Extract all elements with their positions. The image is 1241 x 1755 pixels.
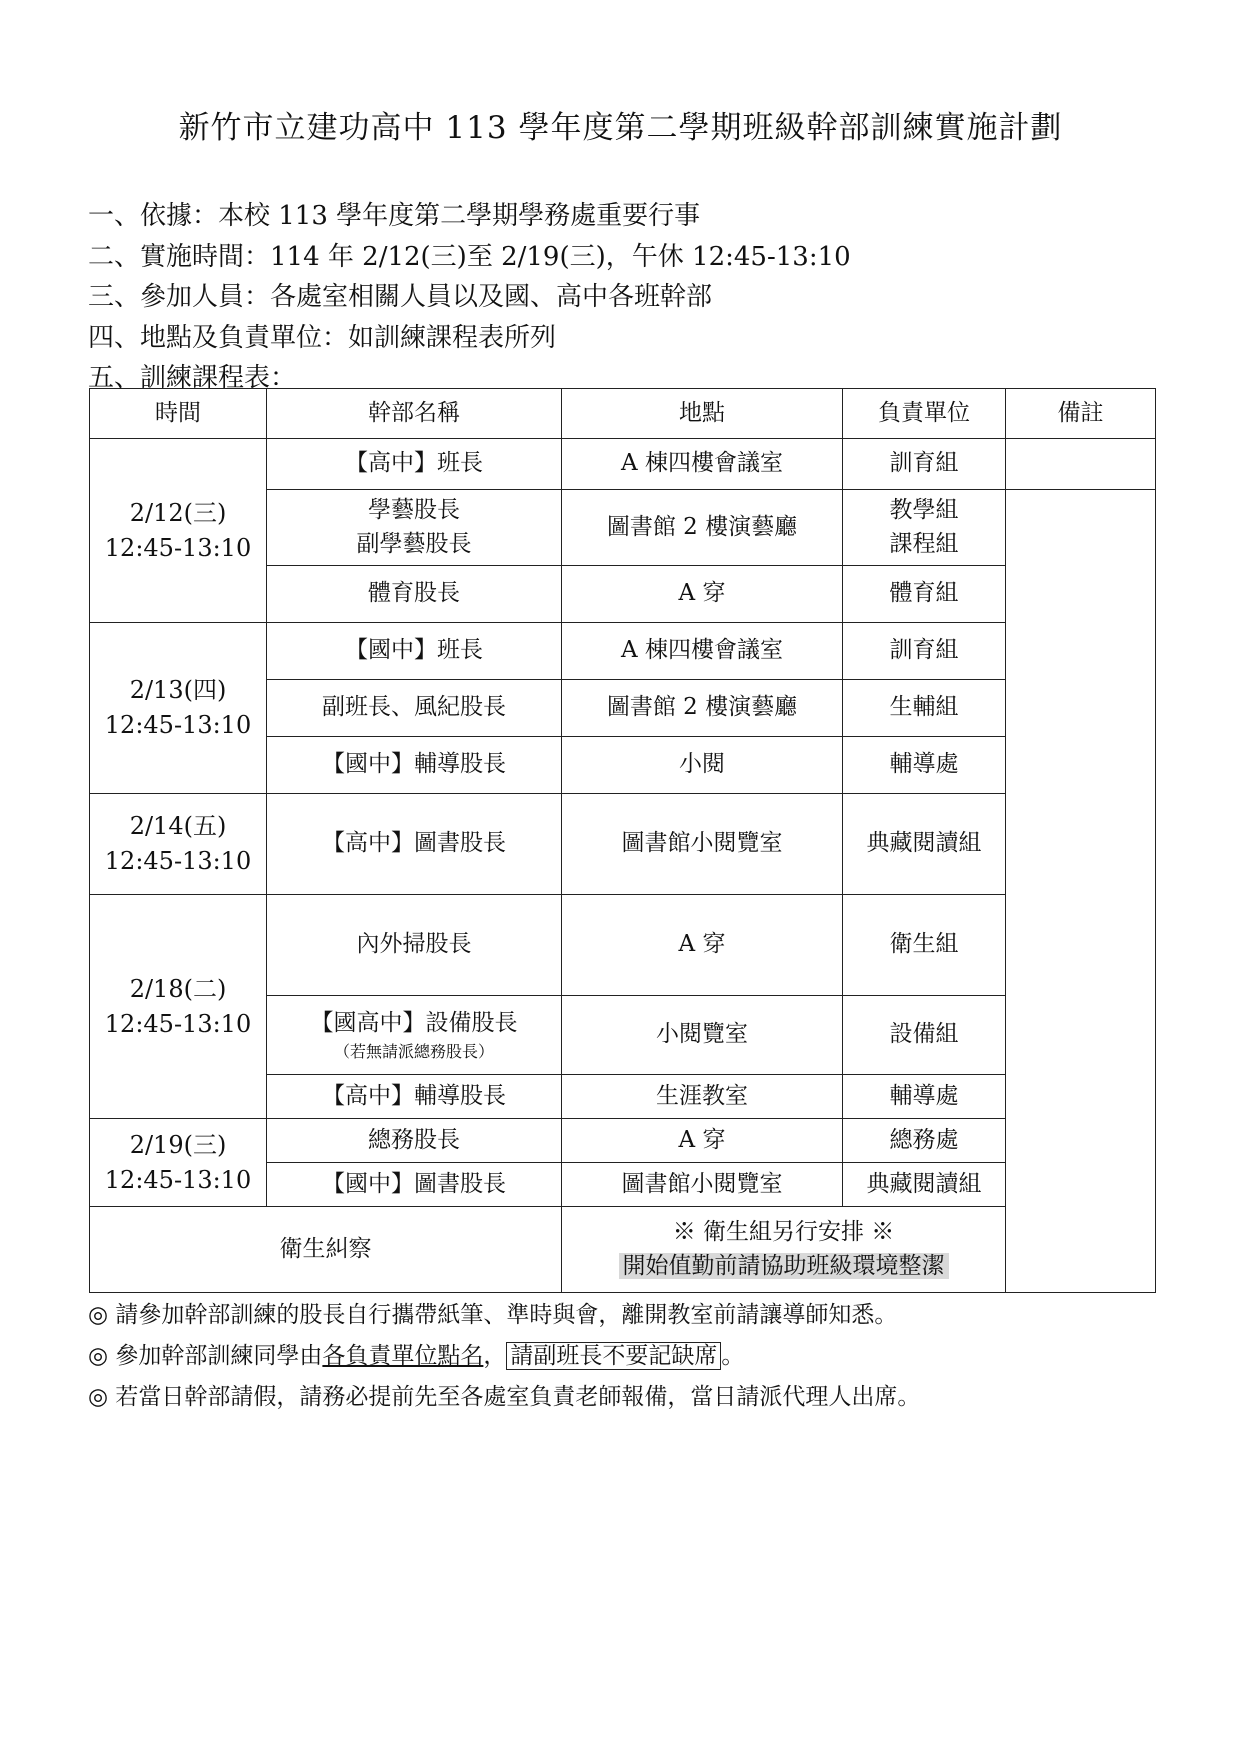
remarks-cell [1006,439,1156,490]
place-cell: 圖書館 2 樓演藝廳 [562,680,843,737]
date-cell: 2/19(三) 12:45-13:10 [90,1119,267,1207]
place-cell: 圖書館 2 樓演藝廳 [562,490,843,566]
role-cell: 內外掃股長 [267,895,562,996]
unit-cell: 教學組 課程組 [843,490,1006,566]
item-participants: 三、參加人員：各處室相關人員以及國、高中各班幹部 [88,282,713,312]
header-unit: 負責單位 [843,389,1006,439]
role-cell: 總務股長 [267,1119,562,1163]
notes [88,1295,920,1418]
role-cell: 【高中】圖書股長 [267,794,562,895]
table-row [90,895,1156,996]
unit-cell: 訓育組 [843,439,1006,490]
unit-cell: 體育組 [843,566,1006,623]
note-roll-call: ◎ 參加幹部訓練同學由各負責單位點名， 請副班長不要記缺席 。 [88,1343,745,1369]
role-cell: 體育股長 [267,566,562,623]
unit-cell: 典藏閱讀組 [843,794,1006,895]
table-row [90,794,1156,895]
place-cell: 小閱 [562,737,843,794]
boxed-text: 請副班長不要記缺席 [506,1342,721,1370]
note-leave: ◎ 若當日幹部請假，請務必提前先至各處室負責老師報備，當日請派代理人出席。 [88,1384,921,1410]
header-role: 幹部名稱 [267,389,562,439]
place-cell: 小閱覽室 [562,996,843,1075]
role-cell: 【高中】班長 [267,439,562,490]
hygiene-label: 衛生糾察 [90,1207,562,1293]
unit-cell: 輔導處 [843,1075,1006,1119]
item-basis: 一、依據：本校 113 學年度第二學期學務處重要行事 [88,201,701,231]
document-title: 新竹市立建功高中 113 學年度第二學期班級幹部訓練實施計劃 [178,110,1063,146]
unit-cell: 衛生組 [843,895,1006,996]
unit-cell: 設備組 [843,996,1006,1075]
table-header-row [90,389,1156,439]
table-row [90,623,1156,680]
table-row [90,439,1156,490]
role-cell: 學藝股長 副學藝股長 [267,490,562,566]
header-time: 時間 [90,389,267,439]
unit-cell: 典藏閱讀組 [843,1163,1006,1207]
header-place: 地點 [562,389,843,439]
place-cell: 圖書館小閱覽室 [562,1163,843,1207]
item-location: 四、地點及負責單位：如訓練課程表所列 [88,322,557,353]
role-cell: 【國中】班長 [267,623,562,680]
table-row [90,1119,1156,1163]
place-cell: A 棟四樓會議室 [562,439,843,490]
place-cell: A 棟四樓會議室 [562,623,843,680]
hygiene-highlight: 開始值勤前請協助班級環境整潔 [619,1253,949,1279]
date-cell: 2/18(二) 12:45-13:10 [90,895,267,1119]
role-cell: 【國中】輔導股長 [267,737,562,794]
note-bring-supplies: ◎ 請參加幹部訓練的股長自行攜帶紙筆、準時與會，離開教室前請讓導師知悉。 [88,1302,898,1328]
unit-cell: 生輔組 [843,680,1006,737]
hygiene-note: ※ 衛生組另行安排 ※ 開始值勤前請協助班級環境整潔 [562,1207,1006,1293]
unit-cell: 總務處 [843,1119,1006,1163]
role-note: （若無請派總務股長） [333,1042,494,1062]
date-cell: 2/14(五) 12:45-13:10 [90,794,267,895]
role-cell: 副班長、風紀股長 [267,680,562,737]
role-cell: 【國中】圖書股長 [267,1163,562,1207]
unit-cell: 訓育組 [843,623,1006,680]
role-cell: 【高中】輔導股長 [267,1075,562,1119]
date-cell: 2/13(四) 12:45-13:10 [90,623,267,794]
role-cell: 【國高中】設備股長 （若無請派總務股長） [267,996,562,1075]
place-cell: A 穿 [562,1119,843,1163]
place-cell: 生涯教室 [562,1075,843,1119]
date-cell: 2/12(三) 12:45-13:10 [90,439,267,623]
plan-items [88,196,851,399]
place-cell: A 穿 [562,566,843,623]
item-time: 二、實施時間：114 年 2/12(三)至 2/19(三)，午休 12:45-13:10 [88,241,851,272]
place-cell: A 穿 [562,895,843,996]
remarks-cell [1006,490,1156,1293]
item-schedule-heading: 五、訓練課程表： [88,363,297,393]
training-schedule-table [89,388,1156,1293]
underlined-text: 各負責單位點名 [322,1343,484,1369]
unit-cell: 輔導處 [843,737,1006,794]
place-cell: 圖書館小閱覽室 [562,794,843,895]
hygiene-row [90,1207,1156,1293]
header-remarks: 備註 [1006,389,1156,439]
